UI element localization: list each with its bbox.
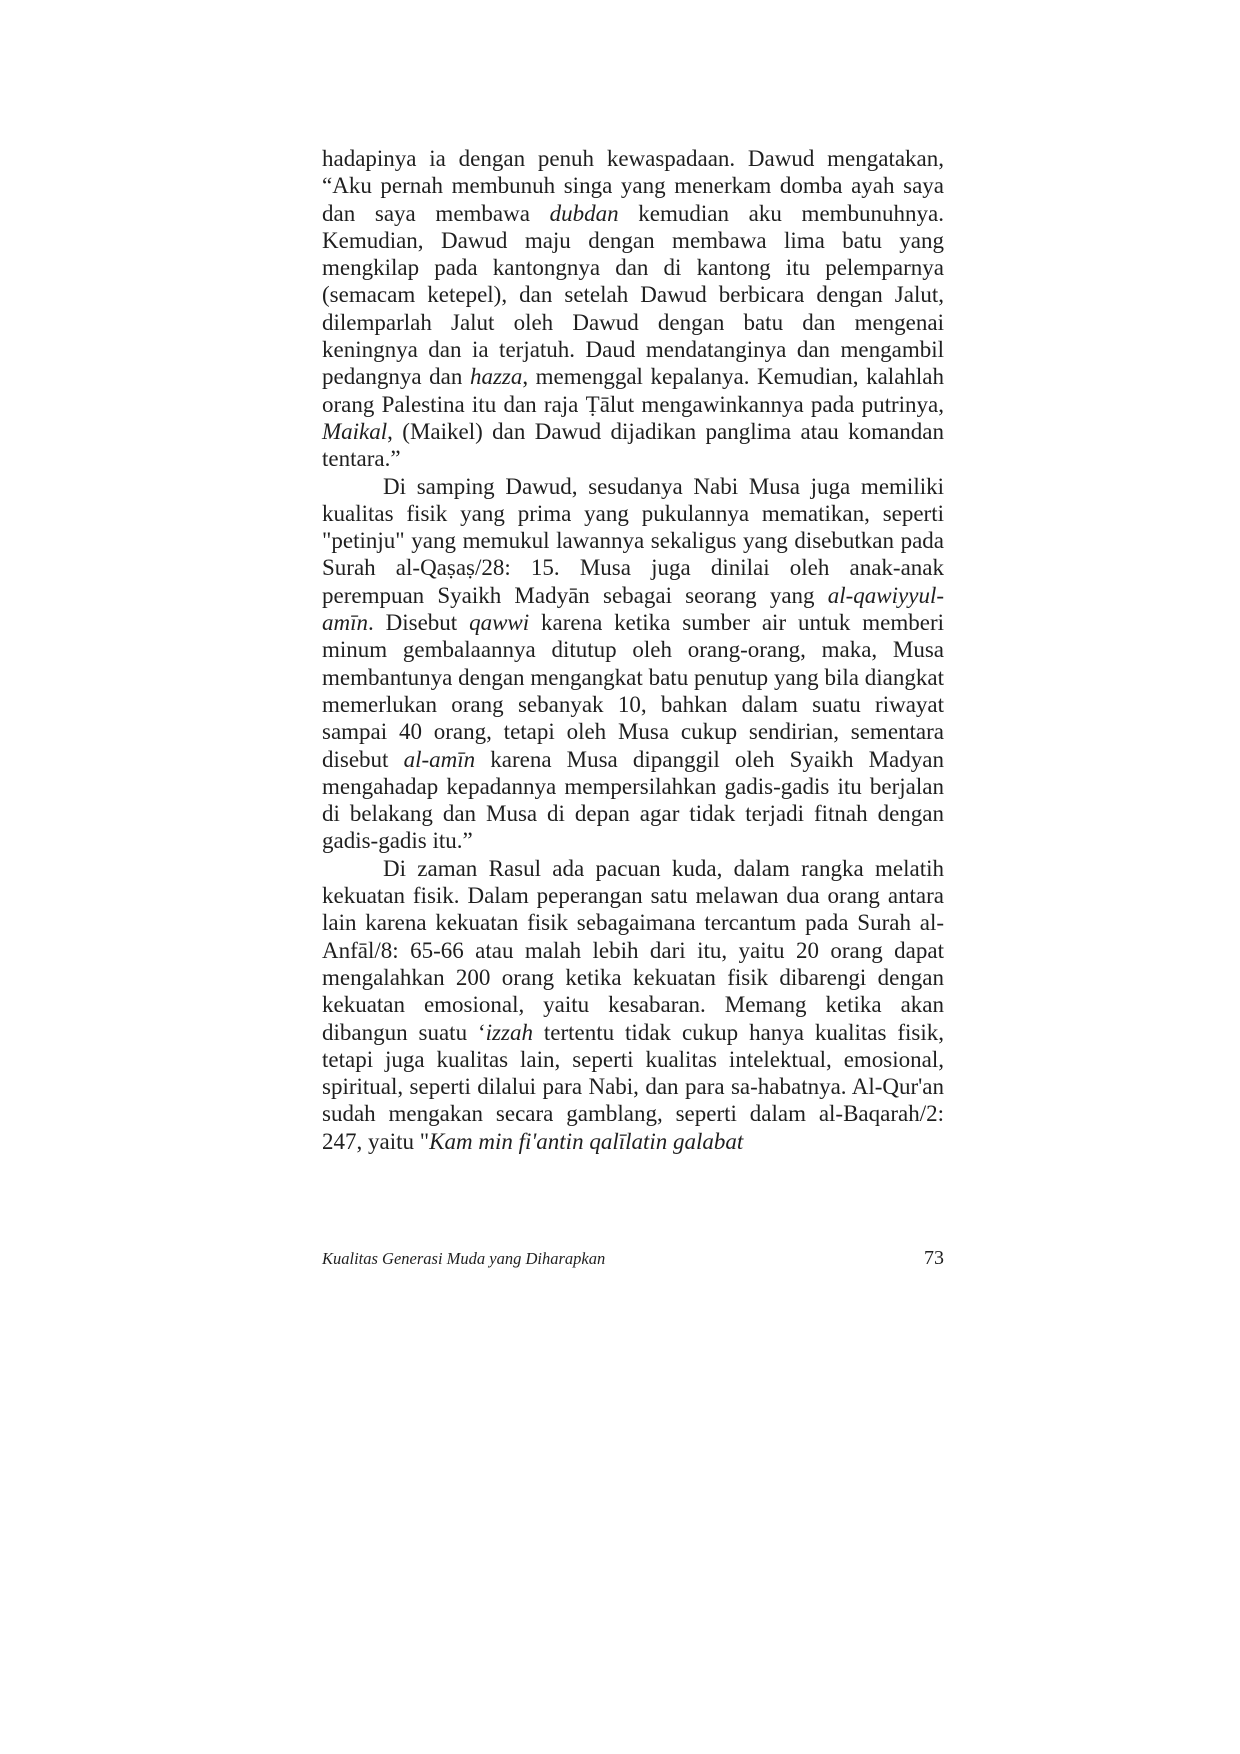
text-segment: kemudian aku membunuhnya. Kemudian, Dawud maju dengan membawa lima batu yang mengkilap pada kantongnya dan di kantong itu pelemparnya (semacam ketepel), dan setelah Dawud berbicara dengan Jalut, dilemparlah Jalut oleh Dawud dengan batu dan mengenai keningnya dan ia terjatuh. Daud mendatanginya dan mengambil pedangnya dan (322, 200, 945, 390)
italic-term: qawwi (469, 610, 530, 636)
paragraph-2 (322, 473, 944, 855)
italic-term: izzah (485, 1019, 533, 1045)
page-body (322, 145, 944, 1155)
text-segment: . Disebut (368, 610, 470, 636)
italic-term: dubdan (549, 200, 619, 226)
text-segment: , (Maikel) dan Dawud dijadikan panglima atau komandan tentara.” (322, 418, 944, 472)
page-footer (322, 1247, 944, 1270)
italic-term: al-amīn (403, 746, 476, 772)
text-segment: , memenggal kepalanya. Kemudian, kalahlah orang Palestina itu dan raja Ṭālut mengawinkannya pada putrinya, (322, 364, 945, 417)
running-title: Kualitas Generasi Muda yang Diharapkan (322, 1249, 606, 1268)
text-segment: hadapinya ia dengan penuh kewaspadaan. Dawud mengatakan, “Aku pernah membunuh singa yang menerkam domba ayah saya dan saya membawa (322, 146, 944, 226)
italic-term: Kam min fi'antin qalīlatin galabat (429, 1128, 744, 1154)
italic-term: hazza (469, 364, 523, 390)
italic-term: Maikal (322, 418, 388, 444)
text-segment: tertentu tidak cukup hanya kualitas fisik, tetapi juga kualitas lain, seperti kualitas intelektual, emosional, spiritual, seperti dilalui para Nabi, dan para sa-habatnya. Al-Qur'an sudah mengakan secara gamblang, seperti dalam al-Baqarah/2: 247, yaitu " (322, 1019, 944, 1154)
text-segment: Di samping Dawud, sesudanya Nabi Musa juga memiliki kualitas fisik yang prima yang pukulannya mematikan, seperti "petinju" yang memukul lawannya sekaligus yang disebutkan pada Surah al-Qaṣaṣ/28: 15. Musa juga dinilai oleh anak-anak perempuan Syaikh Madyān sebagai seorang yang (322, 473, 944, 608)
text-segment: karena ketika sumber air untuk memberi minum gembalaannya ditutup oleh orang-orang, maka, Musa membantunya dengan mengangkat batu penutup yang bila diangkat memerlukan orang sebanyak 10, bahkan dalam suatu riwayat sampai 40 orang, tetapi oleh Musa cukup sendirian, sementara disebut (322, 610, 944, 772)
paragraph-3 (322, 855, 944, 1155)
page-number: 73 (924, 1247, 944, 1269)
text-segment: Di zaman Rasul ada pacuan kuda, dalam rangka melatih kekuatan fisik. Dalam peperangan satu melawan dua orang antara lain karena kekuatan fisik sebagaimana tercantum pada Surah al-Anfāl/8: 65-66 atau malah lebih dari itu, yaitu 20 orang dapat mengalahkan 200 orang ketika kekuatan fisik dibarengi dengan kekuatan emosional, yaitu kesabaran. Memang ketika akan dibangun suatu ‘ (322, 855, 944, 1045)
italic-term: al-qawiyyul-amīn (322, 582, 944, 636)
paragraph-1 (322, 145, 944, 473)
text-segment: karena Musa dipanggil oleh Syaikh Madyan mengahadap kepadannya mempersilahkan gadis-gadis itu berjalan di belakang dan Musa di depan agar tidak terjadi fitnah dengan gadis-gadis itu.” (322, 746, 944, 854)
